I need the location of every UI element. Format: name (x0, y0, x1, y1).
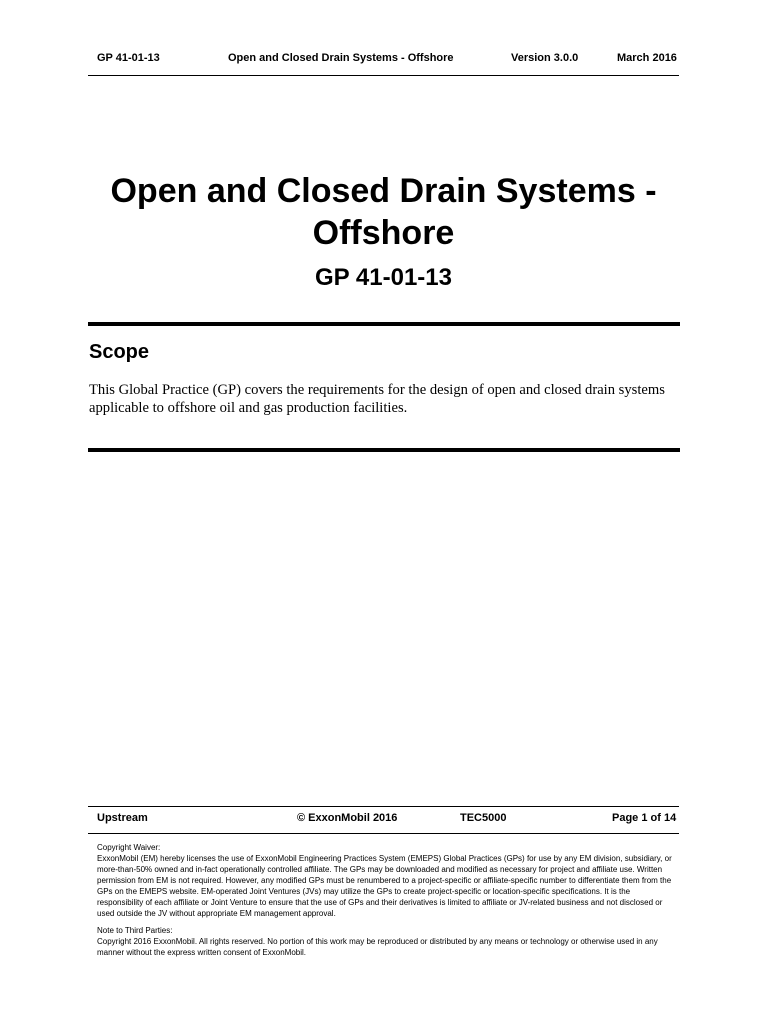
third-party-notice (97, 925, 675, 958)
footer-code: TEC5000 (460, 812, 507, 824)
scope-top-divider (88, 322, 680, 326)
copyright-waiver-text: ExxonMobil (EM) hereby licenses the use of ExxonMobil Engineering Practices System (EMEPS) Global Practices (GPs) for use by any EM division, subsidiary, or more-than-50% owned and in-fact operationally controlled affiliate. The GPs may be downloaded and modified as necessary for project and affiliate use. Written permission from EM is not required. However, any modified GPs must be renumbered to a project-specific or affiliate-specific number to differentiate them from the GPs on the EMEPS website. EM-operated Joint Ventures (JVs) may utilize the GPs to create project-specific or location-specific specifications. It is the responsibility of each affiliate or Joint Venture to ensure that the use of GPs and their derivatives is limited to affiliate or JV-related business and not disclosed or used outside the JV without appropriate EM management approval. (97, 854, 672, 918)
header-doc-title: Open and Closed Drain Systems - Offshore (228, 52, 454, 64)
header-doc-id: GP 41-01-13 (97, 52, 160, 64)
header-divider (88, 75, 679, 76)
footer-copyright: © ExxonMobil 2016 (297, 812, 398, 824)
page-header (88, 52, 679, 76)
scope-paragraph: This Global Practice (GP) covers the requirements for the design of open and closed drain systems applicable to offshore oil and gas production facilities. (89, 382, 665, 416)
footer-top-divider (88, 806, 679, 807)
document-title-line-2: Offshore (312, 214, 455, 252)
copyright-waiver (97, 842, 675, 919)
scope-bottom-divider (88, 448, 680, 452)
third-party-heading: Note to Third Parties: (97, 926, 173, 935)
scope-heading: Scope (89, 341, 150, 363)
document-title (88, 170, 679, 254)
header-date: March 2016 (617, 52, 677, 64)
header-version: Version 3.0.0 (511, 52, 579, 64)
footer-bottom-divider (88, 833, 679, 834)
footer-organization: Upstream (97, 812, 148, 824)
document-title-line-1: Open and Closed Drain Systems - (110, 172, 657, 210)
copyright-waiver-heading: Copyright Waiver: (97, 843, 161, 852)
document-number: GP 41-01-13 (315, 264, 452, 291)
footer-page-number: Page 1 of 14 (612, 812, 677, 824)
third-party-text: Copyright 2016 ExxonMobil. All rights reserved. No portion of this work may be reproduced or distributed by any means or technology or otherwise used in any manner without the express written consent of ExxonMobil. (97, 937, 658, 957)
page-footer (88, 812, 679, 828)
